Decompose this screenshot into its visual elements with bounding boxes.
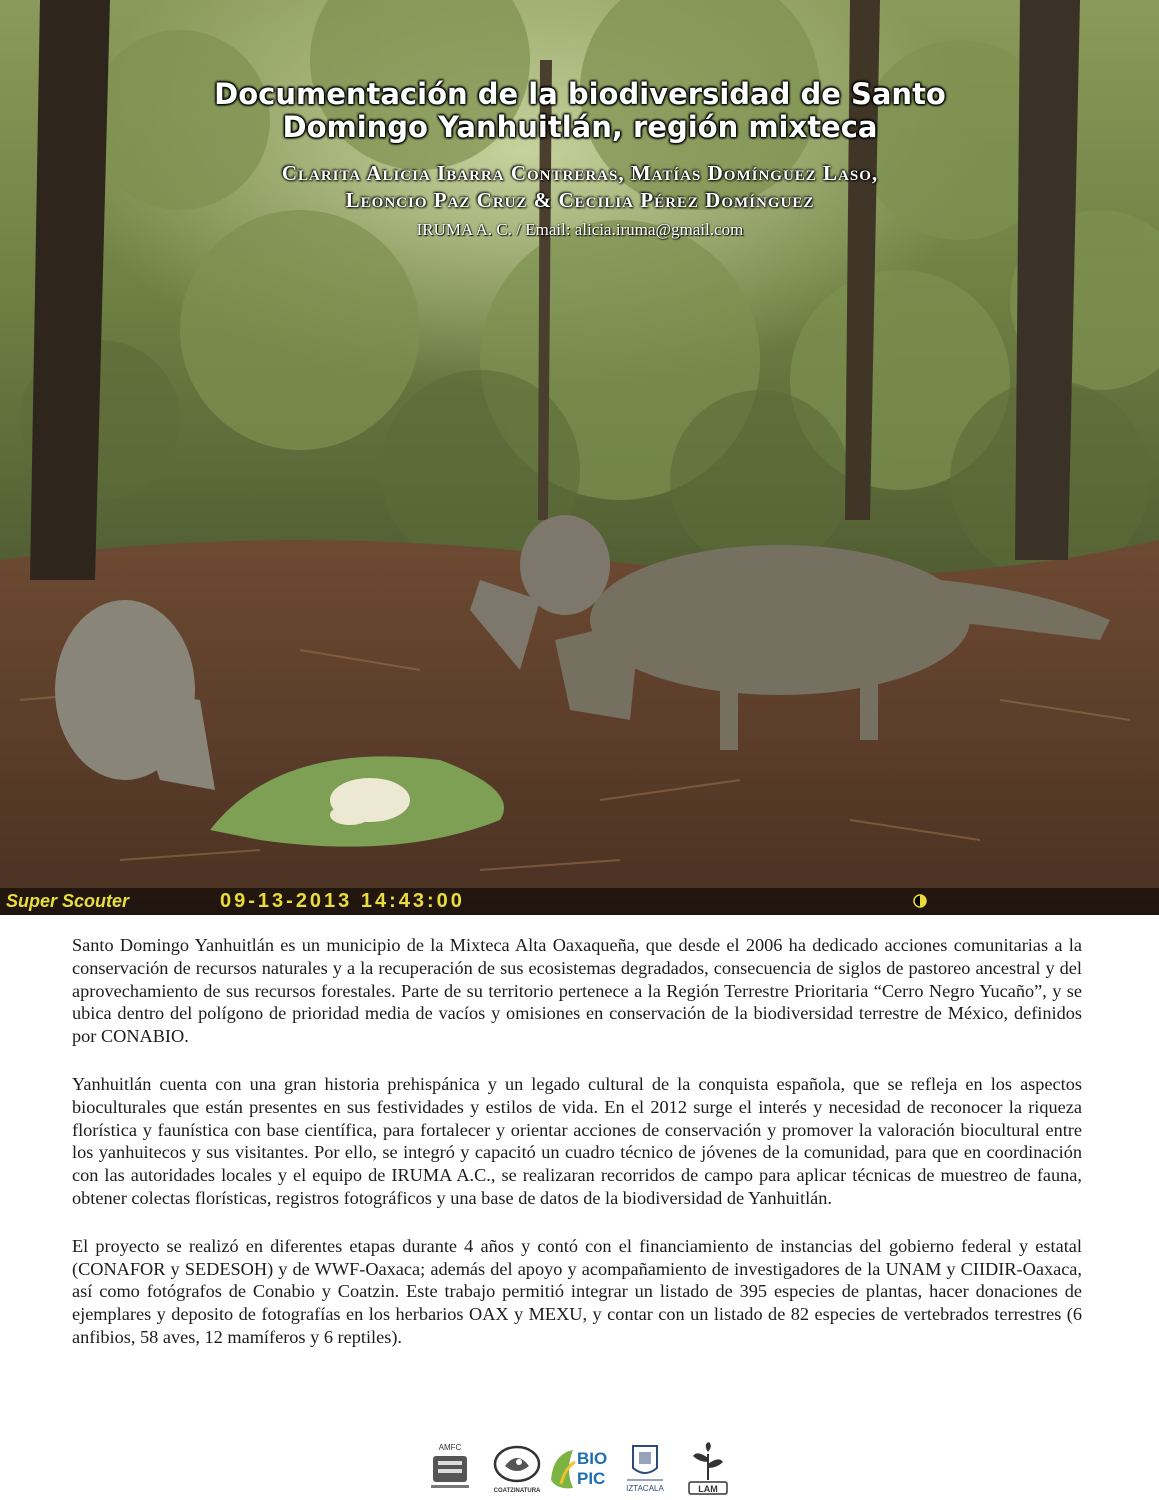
body-text — [72, 934, 1082, 1374]
affiliation: IRUMA A. C. / Email: alicia.iruma@gmail.com — [416, 220, 744, 239]
paragraph-1: Santo Domingo Yanhuitlán es un municipio de la Mixteca Alta Oaxaqueña, que desde el 2006 ha dedicado acciones comunitarias a la conservación de recursos naturales y a la recuperación de sus ecosistemas degradados, consecuencia de siglos de pastoreo ancestral y del aprovechamiento de sus recursos forestales. Parte de su territorio pertenece a la Región Terrestre Prioritaria “Cerro Negro Yucaño”, y se ubica dentro del polígono de prioridad media de vacíos y omisiones en conservación de la biodiversidad terrestre de México, definidos por CONABIO. — [72, 935, 1082, 1047]
biopic-logo-bottom: PIC — [577, 1469, 606, 1488]
camera-brand: Super Scouter — [6, 891, 130, 911]
poster-title: Documentación de la biodiversidad de Santo Domingo Yanhuitlán, región mixteca — [214, 77, 946, 144]
biopic-logo-top: BIO — [577, 1449, 608, 1468]
coatzin-logo-text: COATZINATURA — [493, 1488, 541, 1494]
camera-timestamp: 09-13-2013 14:43:00 — [220, 890, 465, 912]
authors-line-1: Clarita Alicia Ibarra Contreras, Matías Domínguez Laso, — [281, 161, 879, 185]
lam-logo — [683, 1440, 733, 1496]
lam-logo-text: LAM — [698, 1484, 718, 1494]
moon-phase-icon — [913, 894, 927, 908]
coatzinatura-logo — [489, 1440, 545, 1496]
camera-data-strip — [0, 888, 1159, 915]
authors-line-2: Leoncio Paz Cruz & Cecilia Pérez Domínguez — [345, 188, 815, 212]
iztacala-logo-text: IZTACALA — [626, 1484, 664, 1493]
unam-iztacala-logo — [623, 1440, 667, 1496]
paragraph-2: Yanhuitlán cuenta con una gran historia prehispánica y un legado cultural de la conquista española, que se refleja en los aspectos bioculturales que están presentes en sus festividades y estilos de vida. En el 2012 surge el interés y necesidad de reconocer la riqueza florística y faunística con base científica, para fortalecer y orientar acciones de conservación y promover la valoración biocultural entre los yanhuitecos y sus visitantes. Por ello, se integró y capacitó un cuadro técnico de jóvenes de la comunidad, para que en coordinación con las autoridades locales y el equipo de IRUMA A.C., se realizaran recorridos de campo para aplicar técnicas de muestreo de fauna, obtener colectas florísticas, registros fotográficos y una base de datos de la biodiversidad de Yanhuitlán. — [72, 1073, 1082, 1208]
amfc-logo — [425, 1440, 475, 1496]
biopic-logo — [547, 1440, 613, 1496]
amfc-logo-text: AMFC — [438, 1443, 462, 1452]
authors — [150, 160, 1010, 214]
sponsor-logos — [425, 1440, 745, 1496]
paragraph-3: El proyecto se realizó en diferentes etapas durante 4 años y contó con el financiamiento de instancias del gobierno federal y estatal (CONAFOR y SEDESOH) y de WWF-Oaxaca; además del apoyo y acompañamiento de investigadores de la UNAM y CIIDIR-Oaxaca, así como fotógrafos de Conabio y Coatzin. Este trabajo permitió integrar un listado de 395 especies de plantas, hacer donaciones de ejemplares y deposito de fotografías en los herbarios OAX y MEXU, y contar con un listado de 82 especies de vertebrados terrestres (6 anfibios, 58 aves, 12 mamíferos y 6 reptiles). — [72, 1235, 1082, 1347]
